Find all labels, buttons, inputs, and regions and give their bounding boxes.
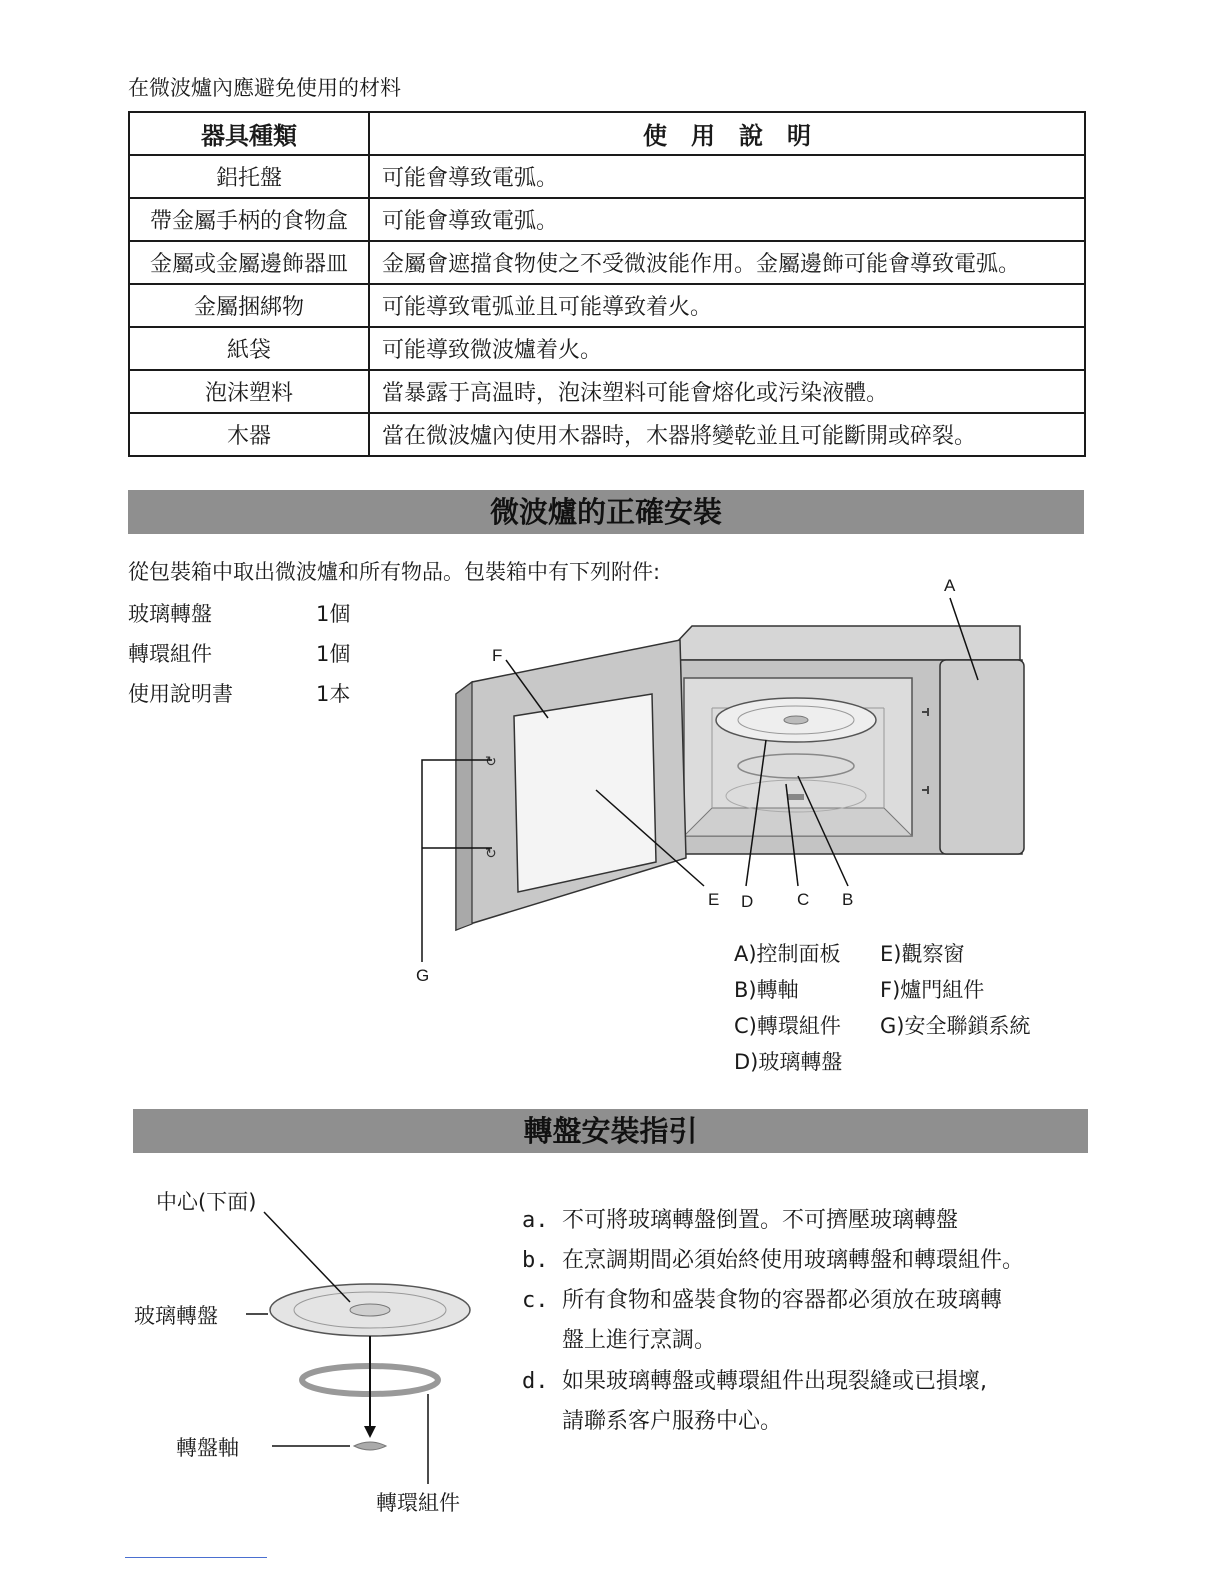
shaft-icon xyxy=(788,794,804,800)
item-cell: 金屬捆綁物 xyxy=(129,284,369,327)
turntable-diagram xyxy=(0,1180,520,1520)
item-cell: 泡沫塑料 xyxy=(129,370,369,413)
svg-text:↻: ↻ xyxy=(485,754,497,770)
legend-b: B)轉軸 xyxy=(734,978,799,1002)
label-glass-tray: 玻璃轉盤 xyxy=(134,1304,218,1328)
desc-cell: 金屬會遮擋食物使之不受微波能作用。金屬邊飾可能會導致電弧。 xyxy=(369,241,1085,284)
table-row xyxy=(129,327,1085,370)
instruction-c xyxy=(522,1283,1002,1314)
table-row xyxy=(129,241,1085,284)
turntable-heading: 轉盤安裝指引 xyxy=(133,1109,1088,1153)
instruction-b xyxy=(522,1243,1024,1274)
item-cell: 木器 xyxy=(129,413,369,456)
label-letter-a: A xyxy=(944,576,956,595)
desc-cell: 可能導致電弧並且可能導致着火。 xyxy=(369,284,1085,327)
accessory-name: 使用說明書 xyxy=(128,682,233,706)
control-panel-icon xyxy=(940,660,1024,854)
label-ring: 轉環組件 xyxy=(376,1491,460,1515)
item-cell: 鋁托盤 xyxy=(129,155,369,198)
accessory-qty: 1個 xyxy=(316,642,351,666)
accessory-qty: 1個 xyxy=(316,602,351,626)
installation-heading: 微波爐的正確安裝 xyxy=(128,490,1084,534)
instruction-mark: b. xyxy=(522,1248,549,1273)
legend-g: G)安全聯鎖系統 xyxy=(880,1014,1031,1038)
item-cell: 帶金屬手柄的食物盒 xyxy=(129,198,369,241)
instruction-text: 所有食物和盛裝食物的容器都必須放在玻璃轉 xyxy=(562,1288,1003,1313)
instruction-a xyxy=(522,1203,958,1234)
label-center: 中心(下面) xyxy=(156,1190,257,1214)
legend-f: F)爐門組件 xyxy=(880,978,985,1002)
accessory-name: 轉環組件 xyxy=(128,642,212,666)
legend-d: D)玻璃轉盤 xyxy=(734,1050,843,1074)
instruction-text: 在烹調期間必須始終使用玻璃轉盤和轉環組件。 xyxy=(562,1248,1025,1273)
label-shaft: 轉盤軸 xyxy=(176,1436,239,1460)
instruction-c-continued: 盤上進行烹調。 xyxy=(562,1328,717,1353)
item-cell: 紙袋 xyxy=(129,327,369,370)
svg-text:↻: ↻ xyxy=(485,846,497,862)
label-letter-f: F xyxy=(492,646,503,665)
label-letter-b: B xyxy=(842,890,854,909)
desc-cell: 當在微波爐內使用木器時，木器將變乾並且可能斷開或碎裂。 xyxy=(369,413,1085,456)
instruction-mark: d. xyxy=(522,1369,549,1394)
table-header-row xyxy=(129,112,1085,155)
table-row xyxy=(129,284,1085,327)
instruction-text: 不可將玻璃轉盤倒置。不可擠壓玻璃轉盤 xyxy=(562,1208,959,1233)
label-letter-e: E xyxy=(708,890,720,909)
table-row xyxy=(129,155,1085,198)
header-description: 使 用 說 明 xyxy=(369,112,1085,155)
instruction-d xyxy=(522,1364,987,1395)
microwave-diagram xyxy=(0,560,1224,1000)
materials-table xyxy=(128,111,1086,457)
instruction-text: 如果玻璃轉盤或轉環組件出現裂縫或已損壞, xyxy=(562,1369,987,1394)
desc-cell: 可能會導致電弧。 xyxy=(369,155,1085,198)
legend-e: E)觀察窗 xyxy=(880,942,965,966)
instruction-mark: c. xyxy=(522,1288,549,1313)
instruction-d-continued: 請聯系客户服務中心。 xyxy=(562,1409,783,1434)
instruction-mark: a. xyxy=(522,1208,549,1233)
desc-cell: 當暴露于高温時，泡沫塑料可能會熔化或污染液體。 xyxy=(369,370,1085,413)
header-item-type: 器具種類 xyxy=(129,112,369,155)
table-row xyxy=(129,370,1085,413)
accessory-qty: 1本 xyxy=(316,682,351,706)
shaft-icon xyxy=(354,1442,386,1450)
item-cell: 金屬或金屬邊飾器皿 xyxy=(129,241,369,284)
accessory-name: 玻璃轉盤 xyxy=(128,602,212,626)
desc-cell: 可能會導致電弧。 xyxy=(369,198,1085,241)
label-letter-g: G xyxy=(416,966,430,985)
installation-intro: 從包裝箱中取出微波爐和所有物品。包裝箱中有下列附件: xyxy=(128,560,661,584)
desc-cell: 可能導致微波爐着火。 xyxy=(369,327,1085,370)
arrow-down-icon xyxy=(364,1426,376,1438)
viewing-window-icon xyxy=(514,694,656,892)
legend-a: A)控制面板 xyxy=(734,942,841,966)
table-row xyxy=(129,413,1085,456)
table-row xyxy=(129,198,1085,241)
legend-c: C)轉環組件 xyxy=(734,1014,841,1038)
label-letter-c: C xyxy=(797,890,810,909)
footer-divider xyxy=(125,1557,267,1558)
materials-title: 在微波爐內應避免使用的材料 xyxy=(128,76,401,100)
label-letter-d: D xyxy=(741,892,754,911)
